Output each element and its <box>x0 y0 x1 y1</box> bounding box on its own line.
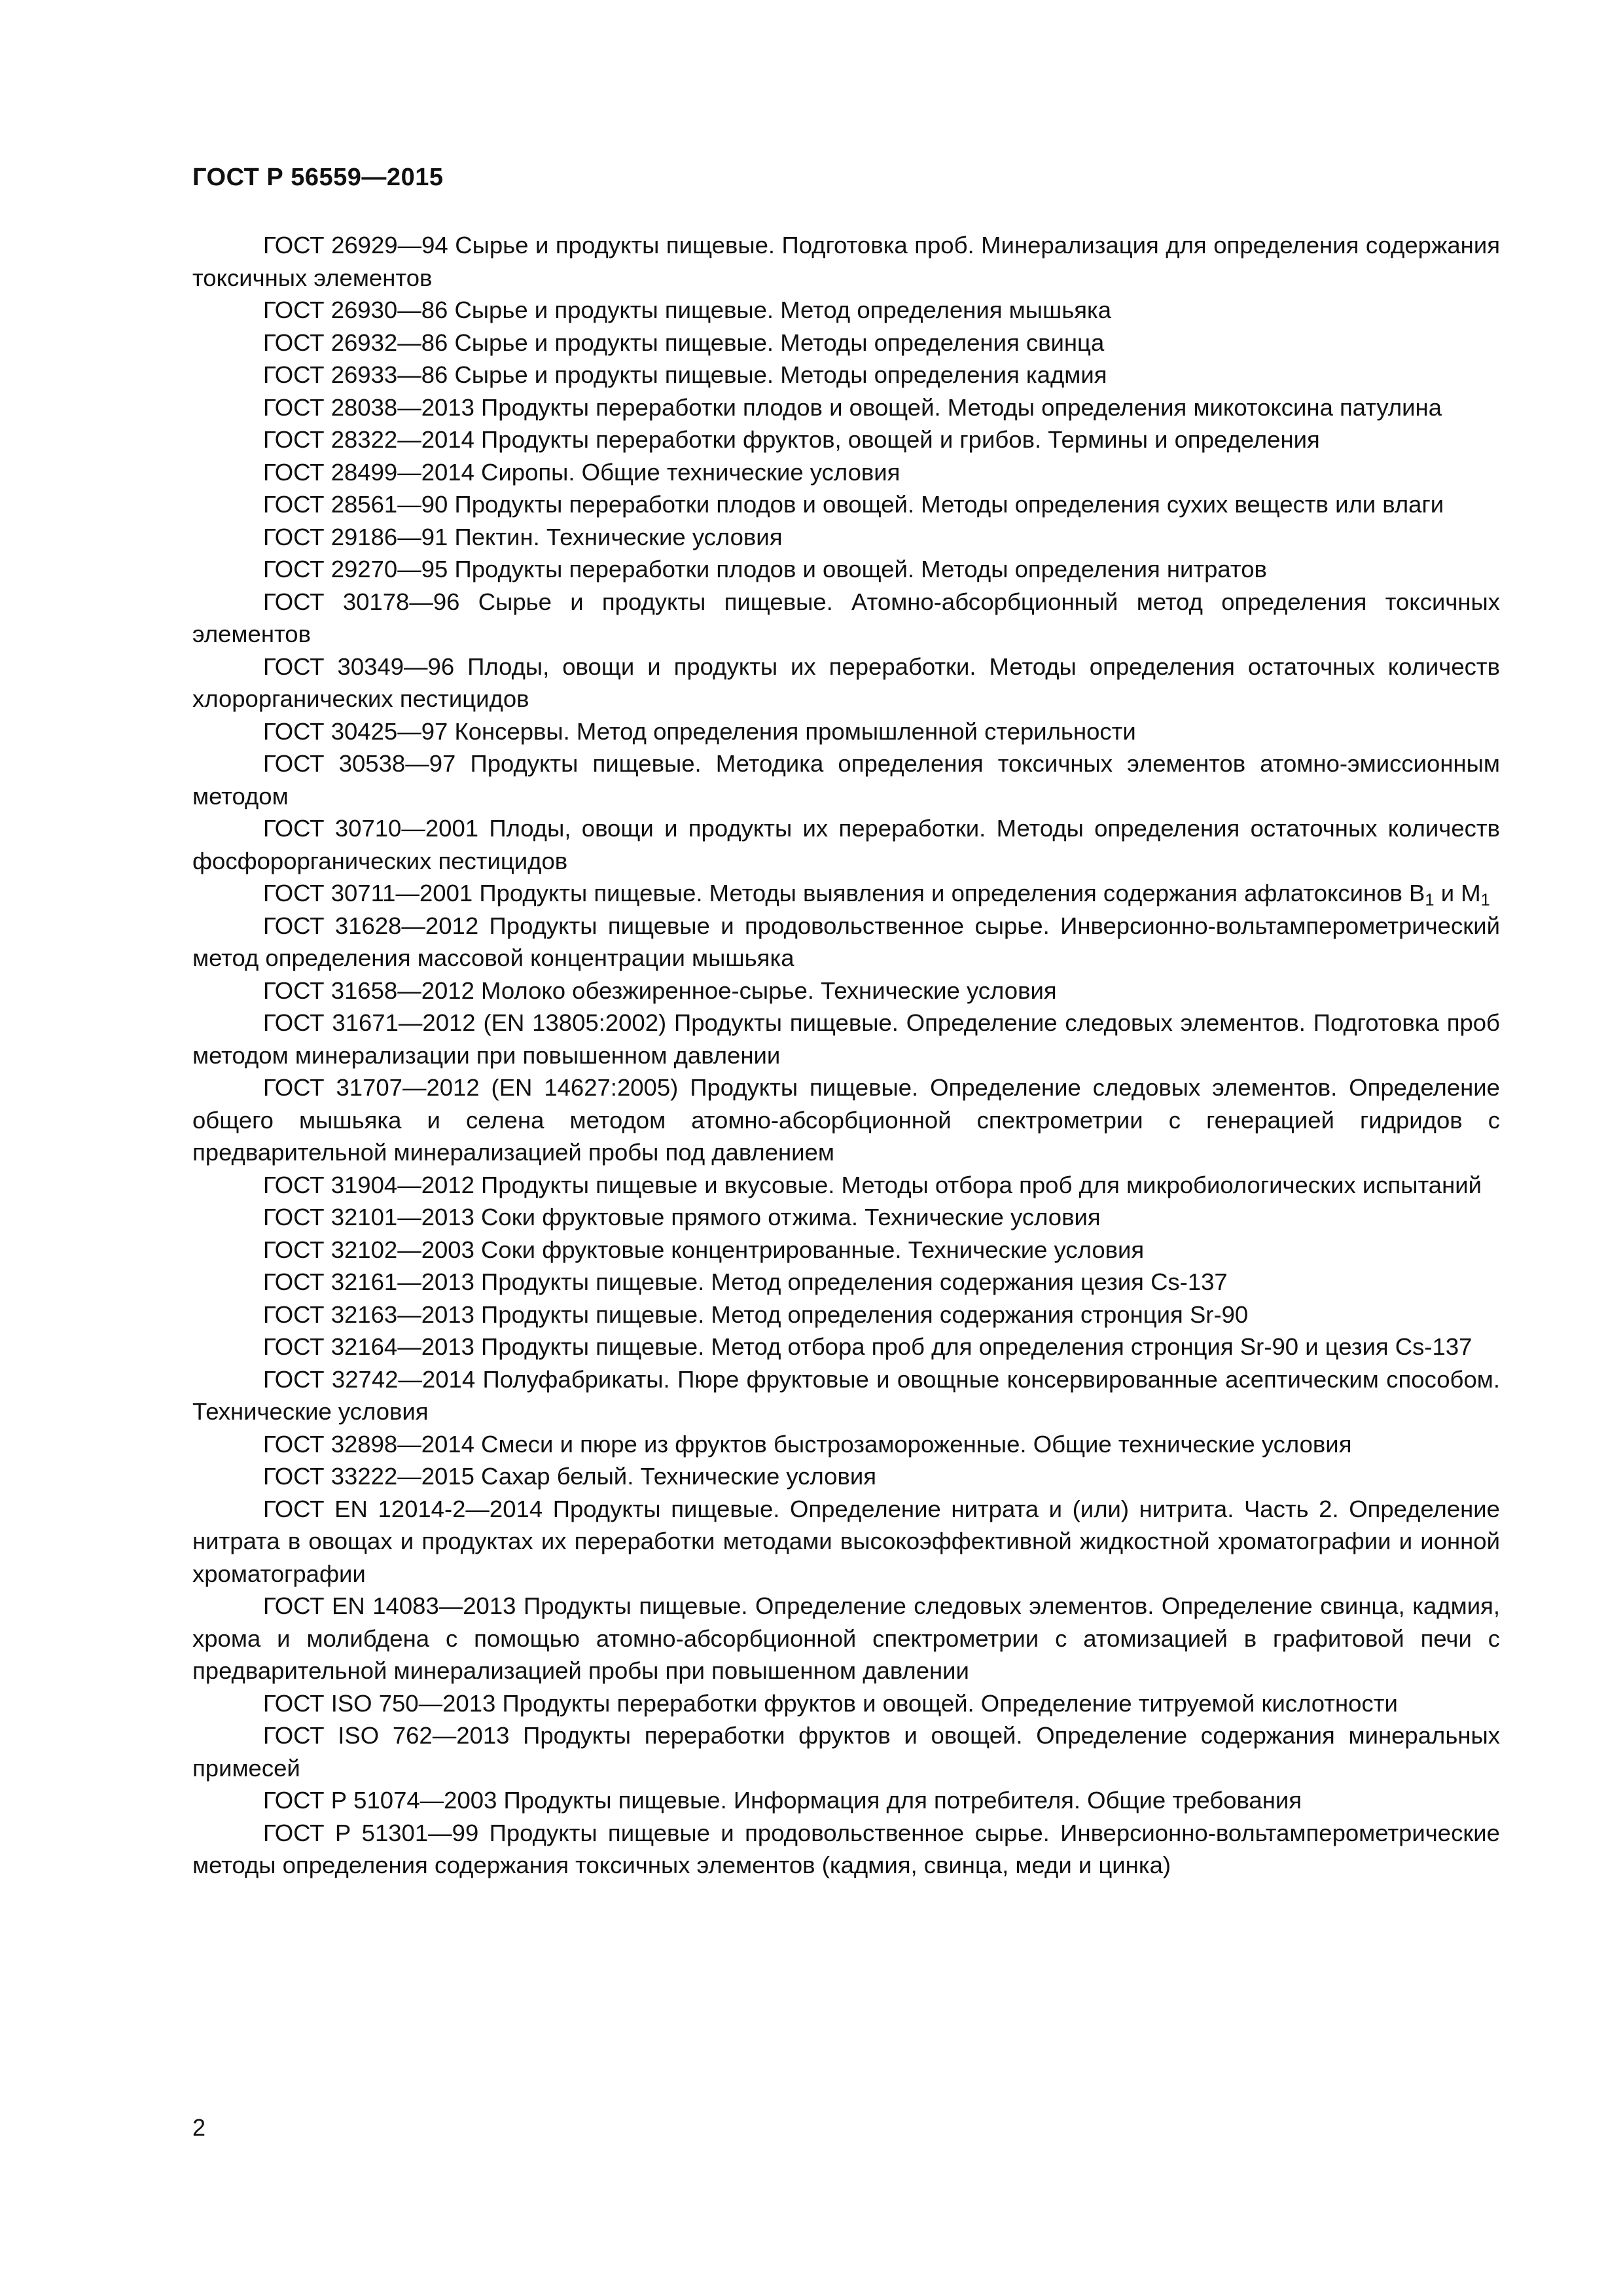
reference-entry <box>192 1266 1500 1299</box>
reference-entry <box>192 1460 1500 1493</box>
reference-title: Смеси и пюре из фруктов быстрозамороженные. Общие технические условия <box>481 1430 1352 1458</box>
reference-title: Продукты пищевые. Метод определения содержания стронция Sr-90 <box>481 1300 1249 1328</box>
reference-entry <box>192 359 1500 391</box>
reference-entry <box>192 1201 1500 1234</box>
reference-title: Молоко обезжиренное-сырье. Технические условия <box>481 977 1057 1004</box>
reference-entry <box>192 1784 1500 1817</box>
reference-title: Полуфабрикаты. Пюре фруктовые и овощные консервированные асептическим способом. Технические условия <box>192 1365 1500 1425</box>
reference-code: ГОСТ 28038—2013 <box>263 393 474 421</box>
reference-title: Сырье и продукты пищевые. Методы определения свинца <box>454 329 1105 356</box>
reference-entry <box>192 1719 1500 1784</box>
reference-code: ГОСТ 28561—90 <box>263 491 448 518</box>
reference-code: ГОСТ 30710—2001 <box>263 815 479 842</box>
reference-title: Продукты пищевые. Методы выявления и определения содержания афлатоксинов B <box>479 880 1425 906</box>
reference-title: Сиропы. Общие технические условия <box>481 458 901 486</box>
reference-code: ГОСТ 28322—2014 <box>263 426 474 453</box>
reference-title: Продукты переработки плодов и овощей. Методы определения нитратов <box>454 556 1267 583</box>
reference-title: Продукты пищевые. Метод определения содержания цезия Cs-137 <box>481 1268 1228 1295</box>
reference-code: ГОСТ 26933—86 <box>263 361 448 388</box>
reference-title: Продукты переработки плодов и овощей. Методы определения сухих веществ или влаги <box>454 491 1444 518</box>
reference-title: Сырье и продукты пищевые. Атомно-абсорбционный метод определения токсичных элементов <box>192 588 1500 647</box>
reference-title: Продукты пищевые. Определение нитрата и (или) нитрита. Часть 2. Определение нитрата в овощах и продуктах их переработки методами высокоэффективной жидкостной хроматографии и ионной хроматографии <box>192 1495 1500 1587</box>
reference-code: ГОСТ Р 51074—2003 <box>263 1787 497 1814</box>
reference-code: ГОСТ 29186—91 <box>263 523 448 550</box>
reference-entry <box>192 747 1500 812</box>
reference-code: ГОСТ 32102—2003 <box>263 1236 474 1263</box>
reference-code: ГОСТ 33222—2015 <box>263 1463 474 1490</box>
reference-code: ГОСТ 32101—2013 <box>263 1204 474 1230</box>
reference-entry <box>192 651 1500 715</box>
reference-title: Продукты переработки фруктов и овощей. Определение содержания минеральных примесей <box>192 1722 1500 1782</box>
reference-entry <box>192 1428 1500 1461</box>
reference-title: Продукты пищевые. Методика определения токсичных элементов атомно-эмиссионным методом <box>192 750 1500 810</box>
reference-code: ГОСТ 26932—86 <box>263 329 448 356</box>
reference-code: ГОСТ 32163—2013 <box>263 1300 474 1328</box>
reference-entry <box>192 229 1500 294</box>
reference-entry <box>192 1590 1500 1687</box>
reference-entry <box>192 975 1500 1007</box>
reference-title: Продукты пищевые. Метод отбора проб для определения стронция Sr-90 и цезия Cs-137 <box>481 1333 1472 1360</box>
reference-title: Продукты пищевые и вкусовые. Методы отбора проб для микробиологических испытаний <box>481 1171 1482 1198</box>
reference-entry <box>192 1007 1500 1071</box>
subscript: 1 <box>1480 891 1490 910</box>
reference-code: ГОСТ 30349—96 <box>263 653 455 680</box>
subscript: 1 <box>1425 891 1435 910</box>
reference-code: ГОСТ 32164—2013 <box>263 1333 474 1360</box>
reference-code: ГОСТ 28499—2014 <box>263 458 474 486</box>
reference-title: Соки фруктовые прямого отжима. Технические условия <box>481 1204 1101 1230</box>
reference-code: ГОСТ 31628—2012 <box>263 912 479 939</box>
reference-entry <box>192 812 1500 877</box>
reference-title: Соки фруктовые концентрированные. Технические условия <box>481 1236 1145 1263</box>
reference-entry <box>192 553 1500 586</box>
reference-entry <box>192 327 1500 359</box>
reference-entry <box>192 910 1500 975</box>
page-number: 2 <box>192 2114 206 2141</box>
reference-entry <box>192 1071 1500 1169</box>
reference-entry <box>192 1363 1500 1428</box>
reference-code: ГОСТ 31904—2012 <box>263 1171 474 1198</box>
reference-title: Продукты пищевые и продовольственное сырье. Инверсионно-вольтамперометрический метод определения массовой концентрации мышьяка <box>192 912 1500 971</box>
reference-entry <box>192 877 1500 910</box>
reference-title: Продукты пищевые. Определение следовых элементов. Подготовка проб методом минерализации при повышенном давлении <box>192 1009 1500 1069</box>
reference-title: Продукты пищевые и продовольственное сырье. Инверсионно-вольтамперометрические методы определения содержания токсичных элементов (кадмия, свинца, меди и цинка) <box>192 1819 1500 1878</box>
reference-code: ГОСТ 31707—2012 (EN 14627:2005) <box>263 1074 679 1101</box>
reference-title: Продукты переработки фруктов и овощей. Определение титруемой кислотности <box>502 1689 1398 1717</box>
reference-title: Продукты пищевые. Определение следовых элементов. Определение свинца, кадмия, хрома и молибдена с помощью атомно-абсорбционной спектрометрии с атомизацией в графитовой печи с предварительной минерализацией пробы при повышенном давлении <box>192 1592 1500 1684</box>
reference-entry <box>192 1299 1500 1331</box>
reference-entry <box>192 1493 1500 1590</box>
reference-code: ГОСТ 30711—2001 <box>263 880 473 906</box>
reference-title: Продукты переработки плодов и овощей. Методы определения микотоксина патулина <box>481 393 1442 421</box>
reference-title: Продукты пищевые. Информация для потребителя. Общие требования <box>503 1787 1302 1814</box>
reference-title: Сахар белый. Технические условия <box>481 1463 877 1490</box>
normative-references-list <box>192 229 1500 1882</box>
reference-entry <box>192 1817 1500 1882</box>
reference-title-cont: и M <box>1434 880 1481 906</box>
reference-title: Консервы. Метод определения промышленной стерильности <box>454 717 1136 745</box>
reference-code: ГОСТ 26930—86 <box>263 296 448 323</box>
reference-code: ГОСТ Р 51301—99 <box>263 1819 479 1846</box>
reference-title: Плоды, овощи и продукты их переработки. Методы определения остаточных количеств фосфорорганических пестицидов <box>192 815 1500 874</box>
reference-code: ГОСТ EN 14083—2013 <box>263 1592 516 1619</box>
reference-code: ГОСТ ISO 750—2013 <box>263 1689 496 1717</box>
reference-entry <box>192 586 1500 651</box>
reference-title: Плоды, овощи и продукты их переработки. Методы определения остаточных количеств хлорорганических пестицидов <box>192 653 1500 712</box>
reference-code: ГОСТ 29270—95 <box>263 556 448 583</box>
reference-entry <box>192 423 1500 456</box>
reference-entry <box>192 1331 1500 1363</box>
reference-code: ГОСТ 32161—2013 <box>263 1268 474 1295</box>
reference-code: ГОСТ 30425—97 <box>263 717 448 745</box>
reference-entry <box>192 521 1500 554</box>
reference-code: ГОСТ 31658—2012 <box>263 977 474 1004</box>
reference-entry <box>192 456 1500 489</box>
reference-code: ГОСТ 32898—2014 <box>263 1430 474 1458</box>
reference-title: Продукты переработки фруктов, овощей и грибов. Термины и определения <box>481 426 1320 453</box>
reference-entry <box>192 488 1500 521</box>
reference-title: Продукты пищевые. Определение следовых элементов. Определение общего мышьяка и селена методом атомно-абсорбционной спектрометрии с генерацией гидридов с предварительной минерализацией пробы под давлением <box>192 1074 1500 1166</box>
reference-code: ГОСТ 30538—97 <box>263 750 456 777</box>
reference-entry <box>192 294 1500 327</box>
reference-entry <box>192 1234 1500 1266</box>
reference-code: ГОСТ 30178—96 <box>263 588 460 615</box>
reference-title: Пектин. Технические условия <box>454 523 783 550</box>
reference-entry <box>192 1169 1500 1202</box>
reference-title: Сырье и продукты пищевые. Метод определения мышьяка <box>454 296 1112 323</box>
reference-title: Сырье и продукты пищевые. Подготовка проб. Минерализация для определения содержания токсичных элементов <box>192 232 1500 291</box>
reference-title: Сырье и продукты пищевые. Методы определения кадмия <box>454 361 1107 388</box>
reference-code: ГОСТ 31671—2012 (EN 13805:2002) <box>263 1009 667 1036</box>
document-header: ГОСТ Р 56559—2015 <box>192 164 444 191</box>
reference-code: ГОСТ 26929—94 <box>263 232 448 259</box>
reference-entry <box>192 1687 1500 1720</box>
reference-code: ГОСТ EN 12014-2—2014 <box>263 1495 543 1522</box>
reference-entry <box>192 715 1500 748</box>
reference-code: ГОСТ ISO 762—2013 <box>263 1722 510 1749</box>
reference-code: ГОСТ 32742—2014 <box>263 1365 476 1393</box>
reference-entry <box>192 391 1500 424</box>
